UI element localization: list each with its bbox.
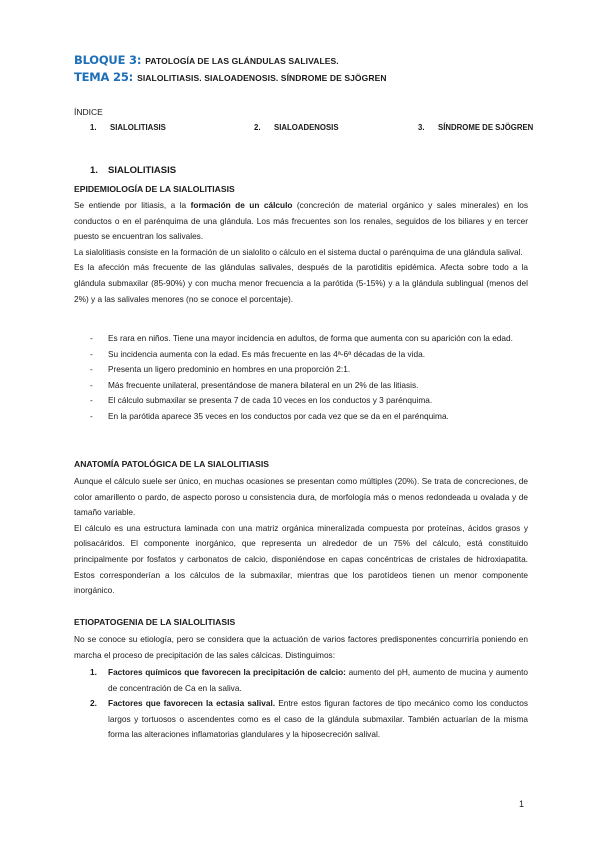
section-number: 1. xyxy=(90,165,98,176)
etiopathogenesis-numbered-list xyxy=(90,665,528,743)
index-item-number: 1. xyxy=(90,123,97,132)
index-item-3 xyxy=(418,123,533,132)
list-item-number: 2. xyxy=(90,698,97,709)
subsection-title-etiopathogenesis: ETIOPATOGENIA DE LA SIALOLITIASIS xyxy=(74,617,236,627)
paragraph: Aunque el cálculo suele ser único, en muchas ocasiones se presentan como múltiples (20%). Se trata de concreciones, de color amarillento o pardo, de aspecto poroso u consistencia dura, de morfología más o menos redondeada u ovalada y de tamaño variable. xyxy=(74,476,528,518)
index-item-number: 3. xyxy=(418,123,425,132)
topic-tag: TEMA 25: xyxy=(74,70,134,84)
paragraph: No se conoce su etiología, pero se considera que la actuación de varios factores predisponentes concurriría poniendo en marcha el proceso de precipitación de las sales cálcicas. Distinguimos: xyxy=(74,634,528,660)
anatomy-text xyxy=(74,474,528,599)
list-item: - El cálculo submaxilar se presenta 7 de cada 10 veces en los conductos y 3 parénquima. xyxy=(90,393,528,409)
epidemiology-text xyxy=(74,198,528,307)
text-run: aumento del pH, aumento de mucina y aumento de concentración de Ca en la saliva. xyxy=(108,667,528,693)
index-item-label: SIALOLITIASIS xyxy=(110,123,166,132)
index-label: ÍNDICE xyxy=(74,107,103,117)
section-title-text: SIALOLITIASIS xyxy=(108,165,177,176)
list-item-number: 1. xyxy=(90,667,97,677)
list-item xyxy=(90,696,528,743)
block-tag: BLOQUE 3: xyxy=(74,53,142,67)
list-item: - Presenta un ligero predominio en hombres en una proporción 2:1. xyxy=(90,362,528,378)
subsection-title-anatomy: ANATOMÍA PATOLÓGICA DE LA SIALOLITIASIS xyxy=(74,459,269,469)
text-run: Entre estos figuran factores de tipo mecánico como los conductos largos y tortuosos o ascendentes como es el caso de la glándula submaxilar. También actuarían de la misma forma las alteraciones inflamatorias glandulares y la hiposecreción salival. xyxy=(108,698,528,740)
list-item: - Es rara en niños. Tiene una mayor incidencia en adultos, de forma que aumenta con su aparición con la edad. xyxy=(90,331,528,347)
index-item-label: SÍNDROME DE SJÖGREN xyxy=(438,123,534,132)
index-item-1 xyxy=(90,123,166,132)
paragraph: El cálculo es una estructura laminada con una matriz orgánica mineralizada compuesta por proteínas, ácidos grasos y polisacáridos. El componente inorgánico, que representa un alrededor de un 75% del cálculo, está constituido principalmente por fosfatos y carbonatos de calcio, disponiéndose en capas concéntricas de cristales de hidroxiapatita. Estos corresponderían a los cálculos de la submaxilar, mientras que los parotídeos tienen un menor componente inorgánico. xyxy=(74,522,528,596)
paragraph: Es la afección más frecuente de las glándulas salivales, después de la parotiditis epidémica. Afecta sobre todo a la glándula submaxilar (85-90%) y con mucha menor frecuencia a la parótida (5-15%) y a la glándula sublingual (menos del 2%) y a las salivales menores (no se conoce el porcentaje). xyxy=(74,262,528,304)
topic-header xyxy=(74,70,387,84)
block-header xyxy=(74,53,339,67)
paragraph xyxy=(74,198,528,245)
block-title: PATOLOGÍA DE LAS GLÁNDULAS SALIVALES. xyxy=(145,56,339,66)
bold-text: Factores químicos que favorecen la precipitación de calcio: xyxy=(108,667,346,677)
text-run: (concreción de material orgánico y sales minerales) en los conductos o en el parénquima de una glándula. Los más frecuentes son los renales, seguidos de los biliares y en tercer puesto se encuentran los salivales. xyxy=(74,200,528,242)
epidemiology-bullet-list xyxy=(90,331,528,425)
index-item-number: 2. xyxy=(254,123,261,132)
bold-text: formación de un cálculo xyxy=(190,200,293,210)
list-item: - Su incidencia aumenta con la edad. Es más frecuente en las 4ª-6ª décadas de la vida. xyxy=(90,347,528,363)
text-run: Se entiende por litiasis, a la xyxy=(74,200,191,210)
list-item: - En la parótida aparece 35 veces en los conductos por cada vez que se da en el parénquima. xyxy=(90,409,528,425)
subsection-title-epidemiology: EPIDEMIOLOGÍA DE LA SIALOLITIASIS xyxy=(74,184,235,194)
list-item: - Más frecuente unilateral, presentándose de manera bilateral en un 2% de las litiasis. xyxy=(90,378,528,394)
paragraph: La sialolitiasis consiste en la formación de un sialolito o cálculo en el sistema ductal o parénquima de una glándula salival. xyxy=(74,246,523,257)
topic-title: SIALOLITIASIS. SIALOADENOSIS. SÍNDROME DE SJÖGREN xyxy=(137,73,387,83)
index-item-label: SIALOADENOSIS xyxy=(274,123,339,132)
index-item-2 xyxy=(254,123,339,132)
etiopathogenesis-text xyxy=(74,632,528,663)
list-item xyxy=(90,665,528,696)
page-number: 1 xyxy=(519,799,525,809)
bold-text: Factores que favorecen la ectasia salival. xyxy=(108,698,276,709)
